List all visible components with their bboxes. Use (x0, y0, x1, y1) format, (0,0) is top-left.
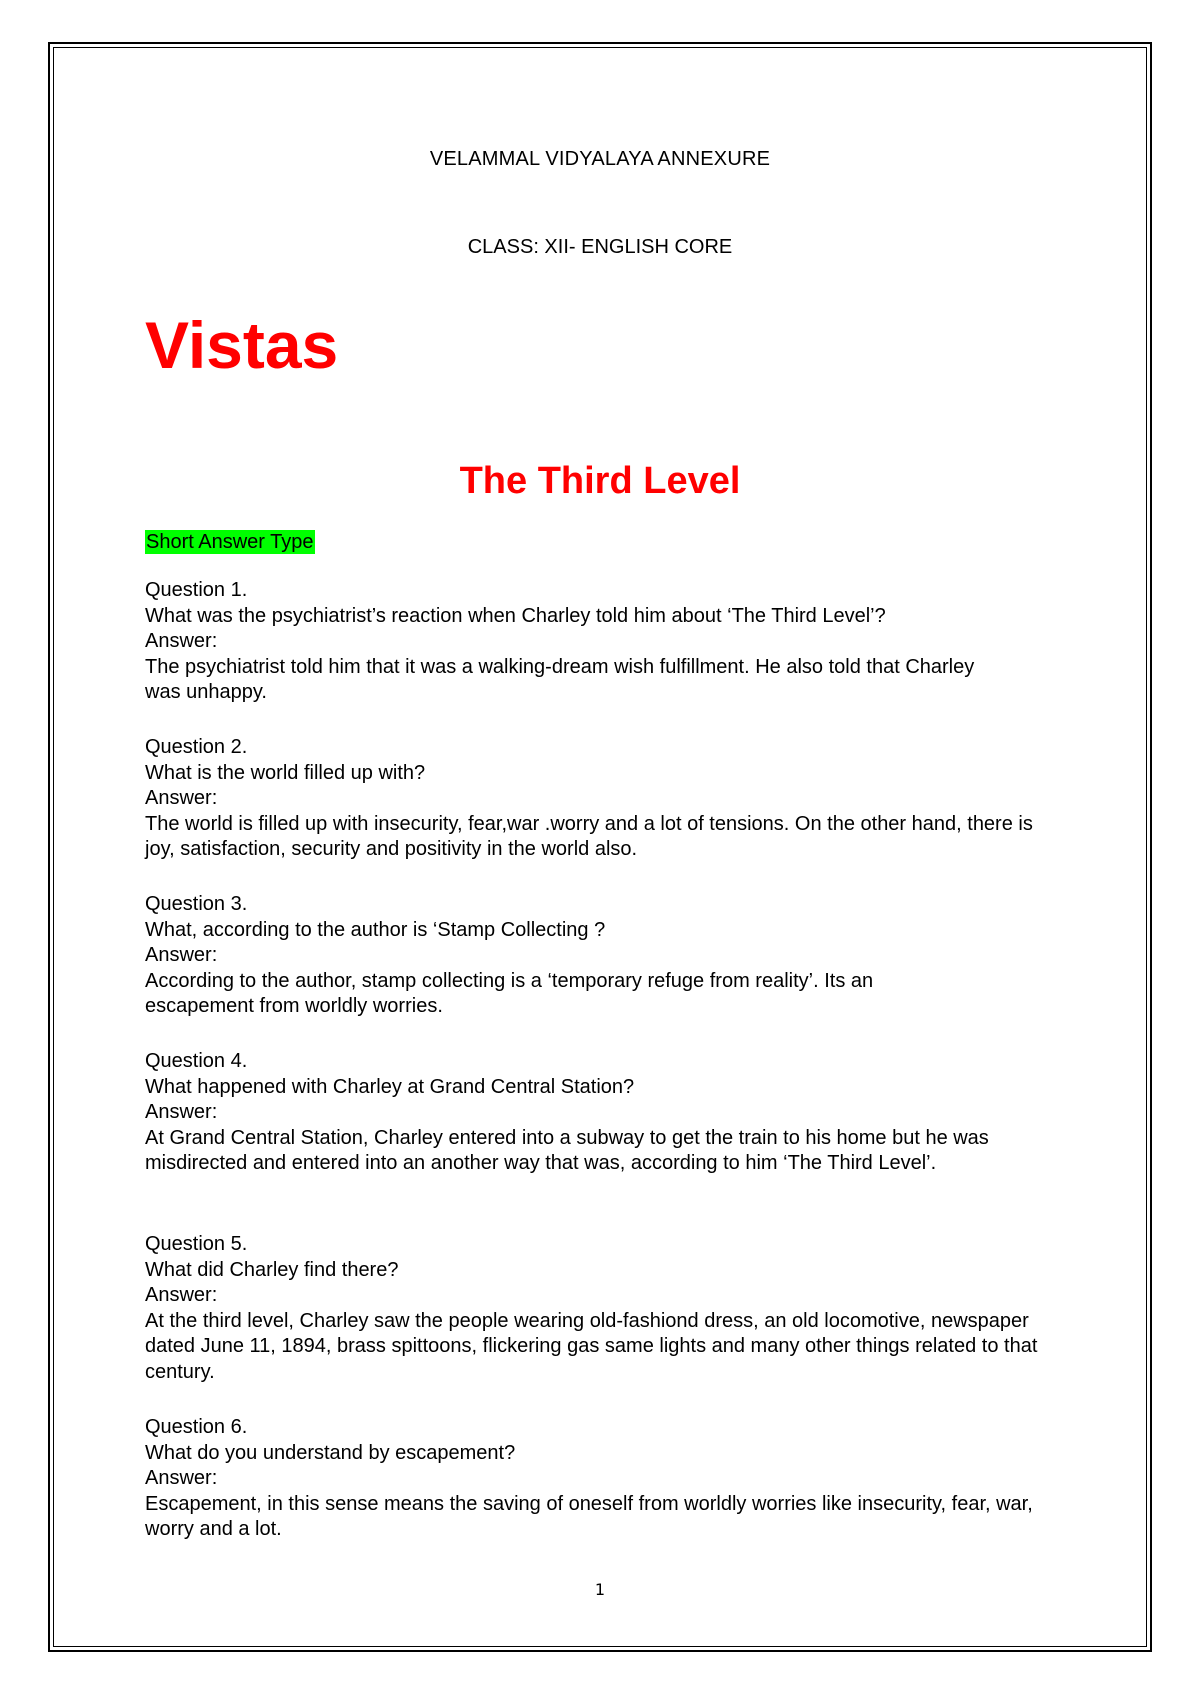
question-text: What did Charley find there? (145, 1258, 399, 1281)
question-label: Question 1. (145, 579, 248, 601)
answer-text: At the third level, Charley saw the people wearing old-fashiond dress, an old locomotive, newspaper dated June 11, 1894, brass spittoons, flickering gas same lights and many other things related to that century. (145, 1309, 1038, 1383)
page-number: 1 (594, 1580, 606, 1599)
answer-text: The world is filled up with insecurity, fear,war .worry and a lot of tensions. On the other hand, there is joy, satisfaction, security and positivity in the world also. (145, 812, 1033, 860)
qa-block-5 (145, 1232, 1065, 1385)
question-label: Question 2. (145, 736, 248, 758)
qa-block-3 (145, 892, 1065, 1020)
question-label: Question 5. (145, 1233, 248, 1255)
question-text: What was the psychiatrist’s reaction when Charley told him about ‘The Third Level’? (145, 604, 886, 627)
answer-label: Answer: (145, 944, 218, 966)
question-label: Question 4. (145, 1050, 248, 1072)
question-text: What, according to the author is ‘Stamp Collecting ? (145, 918, 606, 941)
question-text: What is the world filled up with? (145, 761, 426, 784)
answer-text: The psychiatrist told him that it was a walking-dream wish fulfillment. He also told that Charley was unhappy. (145, 655, 975, 703)
question-label: Question 6. (145, 1416, 248, 1438)
qa-block-1 (145, 578, 1065, 706)
answer-text: Escapement, in this sense means the saving of oneself from worldly worries like insecurity, fear, war, worry and a lot. (145, 1492, 1033, 1540)
qa-block-6 (145, 1415, 1065, 1543)
answer-label: Answer: (145, 1467, 218, 1489)
answer-text: According to the author, stamp collecting is a ‘temporary refuge from reality’. Its an escapement from worldly worries. (145, 969, 874, 1017)
chapter-title: The Third Level (459, 460, 741, 502)
answer-label: Answer: (145, 630, 218, 652)
answer-label: Answer: (145, 787, 218, 809)
answer-label: Answer: (145, 1284, 218, 1306)
question-text: What happened with Charley at Grand Central Station? (145, 1075, 635, 1098)
qa-block-4 (145, 1049, 1065, 1177)
school-name: VELAMMAL VIDYALAYA ANNEXURE (429, 148, 771, 170)
qa-block-2 (145, 735, 1065, 863)
question-label: Question 3. (145, 893, 248, 915)
question-text: What do you understand by escapement? (145, 1441, 516, 1464)
class-line: CLASS: XII- ENGLISH CORE (467, 236, 733, 258)
section-label: Short Answer Type (146, 531, 314, 553)
book-title: Vistas (145, 308, 339, 382)
answer-text: At Grand Central Station, Charley entered into a subway to get the train to his home but he was misdirected and entered into an another way that was, according to him ‘The Third Level’. (145, 1126, 989, 1174)
answer-label: Answer: (145, 1101, 218, 1123)
